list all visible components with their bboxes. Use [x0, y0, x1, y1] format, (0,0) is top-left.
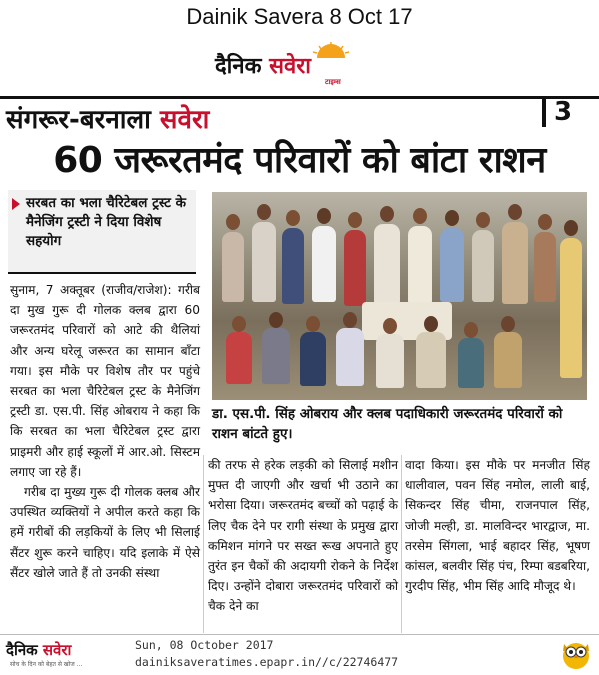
article-column-2: [208, 455, 398, 617]
footer-logo-red: सवेरा: [42, 641, 72, 659]
newspaper-masthead: [215, 42, 385, 86]
section-title-red: सवेरा: [159, 105, 210, 135]
footer-tagline: सोच के दिन को बेहत से खोज ...: [10, 661, 83, 668]
column-divider: [203, 455, 204, 633]
section-title: [6, 100, 209, 136]
footer-logo-black: दैनिक: [6, 641, 43, 659]
masthead-brand-black: दैनिक: [215, 54, 270, 79]
masthead-brand: [215, 50, 311, 80]
sun-logo-icon: [311, 42, 351, 58]
article-paragraph: की तरफ से हरेक लड़की को सिलाई मशीन मुफ्त दी जाएगी और खर्चा भी उठाने का भरोसा दिया। जरूरतमंद बच्चों को पढ़ाई के लिए चैक देने पर रागी संस्था के प्रमुख द्वारा कमिशन मांगने पर सख्त रूख अपनाते हुए तुरंत इन चैकों की अदायगी रोकने के निर्देश दिए। उन्होंने दोबारा जरूरतमंद परिवारों को चैक देने का: [208, 458, 398, 614]
photo-caption: डा. एस.पी. सिंह ओबराय और क्लब पदाधिकारी जरूरतमंद परिवारों को राशन बांटते हुए।: [212, 406, 563, 442]
section-title-black: संगरूर-बरनाला: [6, 105, 160, 135]
news-photo: [212, 192, 587, 400]
subheadline-box: [8, 190, 196, 274]
triangle-bullet-icon: [12, 198, 20, 210]
owl-icon: [560, 636, 592, 670]
footer-logo: [6, 640, 71, 660]
article-column-3: [405, 455, 590, 596]
article-paragraph: गरीब दा मुख्य गुरू दी गोलक क्लब और उपस्थित व्यक्तियों ने अपील करते कहा कि हमें गरीबों की लड़कियों के लिए भी सिलाई सैंटर शुरू करने चाहिए। यदि इलाके में ऐसे सैंटर खोले जाते हैं तो उनकी संस्था: [10, 485, 200, 580]
footer-date: Sun, 08 October 2017: [135, 638, 274, 652]
article-paragraph: सुनाम, 7 अक्तूबर (राजीव/राजेश): गरीब दा मुख गुरू दी गोलक क्लब द्वारा 60 जरूरतमंद परिवारों को आटे की थैलियां और अन्य घरेलू जरूरत का सामान बाँटा गया। इस मौके पर विशेष तौर पर पहुंचे सरबत का भला चैरिटेबल ट्रस्ट के मैनेजिंग ट्रस्टी डा. एस.पी. सिंह ओबराय ने कहा कि कि सरबत का भला चैरिटेबल ट्रस्ट द्वारा प्राइमरी और हाई स्कूलों में आर.ओ. सिस्टम लगाए जा रहे हैं।: [10, 283, 200, 479]
page-number: 3: [542, 97, 572, 127]
column-divider: [401, 455, 402, 633]
page-caption: Dainik Savera 8 Oct 17: [186, 4, 413, 29]
article-column-1: [10, 280, 200, 583]
masthead-subtitle: टाइम्स: [325, 78, 341, 86]
masthead-brand-red: सवेरा: [269, 54, 311, 79]
article-paragraph: वादा किया। इस मौके पर मनजीत सिंह धालीवाल, पवन सिंह नमोल, लाली बाई, सिकन्दर सिंह चीमा, राजनपाल सिंह, जोजी मल्ही, डा. मालविन्दर भारद्वाज, मा. तरसेम सिंगला, भाई बहादर सिंह, भूषण कांसल, बलवीर सिंह पंच, रिम्पा बडबरिया, गुरदीप सिंह, भीम सिंह आदि मौजूद थे।: [405, 458, 590, 594]
article-headline: 60 जरूरतमंद परिवारों को बांटा राशन: [53, 140, 546, 181]
footer-url-link[interactable]: dainiksaveratimes.epapr.in//c/22746477: [135, 655, 399, 669]
subheadline-text: सरबत का भला चैरिटेबल ट्रस्ट के मैनेजिंग ट्रस्टी ने दिया विशेष सहयोग: [26, 195, 187, 249]
